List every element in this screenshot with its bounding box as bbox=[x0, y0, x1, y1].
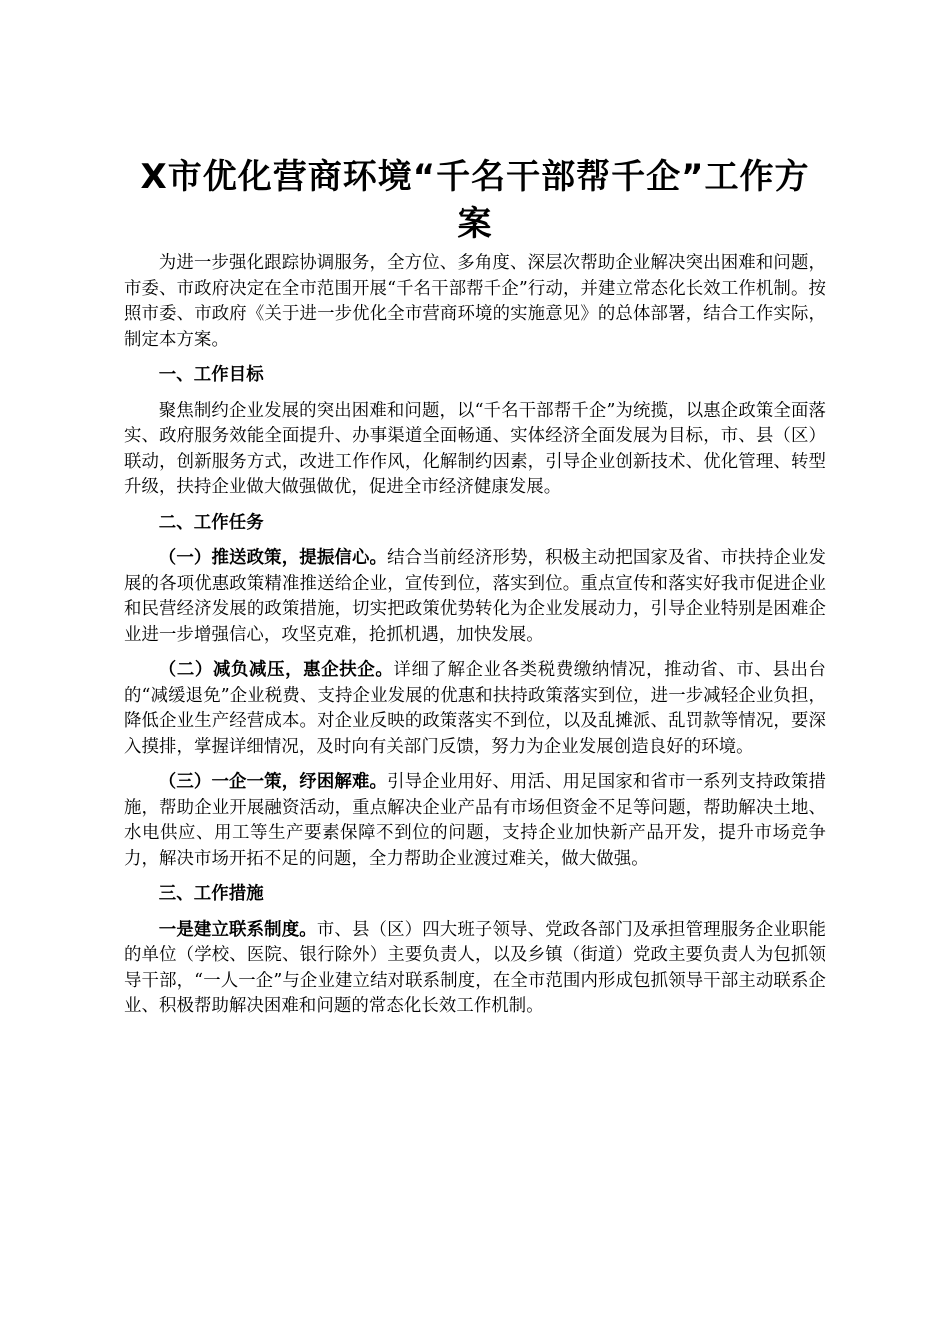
document-page bbox=[124, 0, 826, 1020]
section-heading-measures: 三、工作措施 bbox=[158, 884, 264, 904]
document-body bbox=[124, 251, 826, 1020]
document-title: X市优化营商环境“千名干部帮千企”工作方案 bbox=[140, 157, 810, 244]
task-3-text: 引导企业用好、用活、用足国家和省市一系列支持政策措施，帮助企业开展融资活动，重点解决企业产品有市场但资金不足等问题，帮助解决土地、水电供应、用工等生产要素保障不到位的问题，支持企业加快新产品开发，提升市场竞争力，解决市场开拓不足的问题，全力帮助企业渡过难关，做大做强。 bbox=[124, 772, 826, 869]
measure-1-text: 市、县（区）四大班子领导、党政各部门及承担管理服务企业职能的单位（学校、医院、银行除外）主要负责人，以及乡镇（街道）党政主要负责人为包抓领导干部，“一人一企”与企业建立结对联系制度，在全市范围内形成包抓领导干部主动联系企业、积极帮助解决困难和问题的常态化长效工作机制。 bbox=[124, 919, 827, 1016]
goals-text: 聚焦制约企业发展的突出困难和问题，以“千名干部帮千企”为统揽，以惠企政策全面落实、政府服务效能全面提升、办事渠道全面畅通、实体经济全面发展为目标，市、县（区）联动，创新服务方式，改进工作作风，化解制约因素，引导企业创新技术、优化管理、转型升级，扶持企业做大做强做优，促进全市经济健康发展。 bbox=[124, 400, 826, 497]
intro-paragraph: 为进一步强化跟踪协调服务，全方位、多角度、深层次帮助企业解决突出困难和问题，市委、市政府决定在全市范围开展“千名干部帮千企”行动，并建立常态化长效工作机制。按照市委、市政府《关于进一步优化全市营商环境的实施意见》的总体部署，结合工作实际，制定本方案。 bbox=[124, 253, 826, 350]
task-paragraph-3 bbox=[124, 770, 826, 872]
measure-paragraph-1 bbox=[124, 918, 826, 1020]
goals-paragraph bbox=[124, 399, 826, 501]
task-1-text: 结合当前经济形势，积极主动把国家及省、市扶持企业发展的各项优惠政策精准推送给企业，宣传到位，落实到位。重点宣传和落实好我市促进企业和民营经济发展的政策措施，切实把政策优势转化为企业发展动力，引导企业特别是困难企业进一步增强信心，攻坚克难，抢抓机遇，加快发展。 bbox=[124, 548, 826, 645]
task-paragraph-1 bbox=[124, 546, 826, 648]
section-heading-goals: 一、工作目标 bbox=[158, 365, 264, 385]
measure-1-lead: 一是建立联系制度。 bbox=[158, 919, 317, 940]
task-2-text: 详细了解企业各类税费缴纳情况，推动省、市、县出台的“减缓退免”企业税费、支持企业发展的优惠和扶持政策落实到位，进一步减轻企业负担，降低企业生产经营成本。对企业反映的政策落实不到位，以及乱摊派、乱罚款等情况，要深入摸排，掌握详细情况，及时向有关部门反馈，努力为企业发展创造良好的环境。 bbox=[124, 660, 826, 757]
section-heading-tasks: 二、工作任务 bbox=[158, 512, 264, 533]
task-2-lead: （二）减负减压，惠企扶企。 bbox=[158, 660, 394, 680]
task-paragraph-2 bbox=[124, 658, 826, 760]
task-3-lead: （三）一企一策，纾困解难。 bbox=[158, 772, 388, 792]
task-1-lead: （一）推送政策，提振信心。 bbox=[158, 548, 388, 568]
